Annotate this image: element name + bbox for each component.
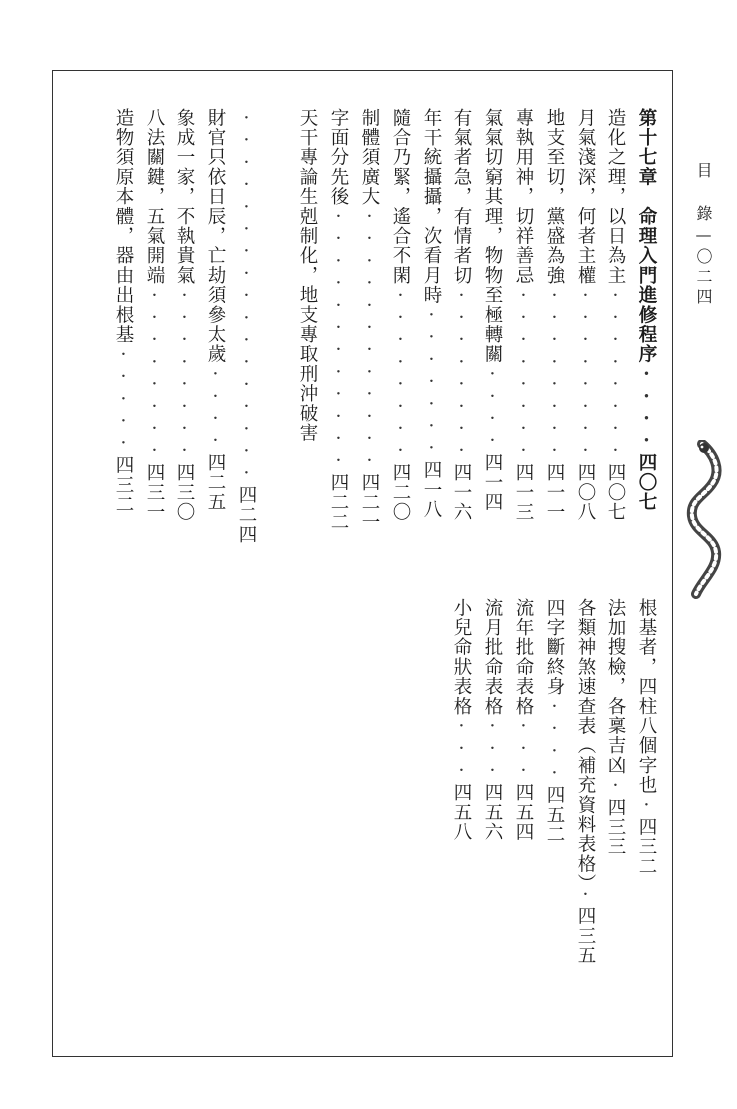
toc-entry-title: 天干專論生剋制化，地支專取刑沖破害 — [297, 108, 318, 443]
toc-entry — [197, 108, 233, 512]
toc-entry-page: 四二二 — [328, 472, 349, 533]
dot-leader: · — [636, 795, 657, 818]
toc-entry — [413, 108, 449, 520]
header-section: 目 錄 — [694, 162, 713, 225]
toc-entry-page: 四五二 — [544, 785, 565, 845]
toc-entry-page: 四五八 — [451, 782, 472, 842]
toc-entry-page: 四三〇 — [174, 462, 195, 523]
dot-leader: ··· — [451, 716, 472, 783]
dot-leader: · — [575, 884, 596, 907]
dot-leader: · — [605, 775, 626, 798]
toc-entry-title: 小兒命狀表格 — [451, 598, 472, 717]
toc-entry-page: 四五四 — [513, 782, 534, 842]
dot-leader: ············ — [359, 206, 380, 473]
toc-entry-page: 四一四 — [482, 452, 503, 513]
toc-entry-page: 四〇八 — [575, 462, 596, 523]
toc-entry-page: 四三一 — [144, 462, 165, 523]
toc-entry-page: 四三五 — [575, 906, 596, 966]
dot-leader: ········ — [144, 285, 165, 463]
dot-leader: ················· — [236, 108, 257, 486]
toc-entry-page: 四〇七 — [605, 462, 626, 523]
dot-leader: ···· — [544, 696, 565, 786]
toc-entry-title: 八法關鍵，五氣開端 — [144, 108, 165, 286]
toc-entry — [105, 108, 141, 515]
toc-entry-page: 四二〇 — [390, 462, 411, 523]
toc-entry-title: 流年批命表格 — [513, 598, 534, 717]
dot-leader: ··· — [482, 716, 503, 783]
toc-entry-title: 法加搜檢，各稟吉凶 — [605, 598, 626, 776]
toc-entry-title: 制體須廣大 — [359, 108, 380, 207]
toc-entry-title: 月氣淺深，何者主權 — [575, 108, 596, 286]
toc-entry-title: 專執用神，切祥善忌 — [513, 108, 534, 286]
dot-leader: ···· — [636, 364, 657, 453]
toc-entry-title: 四字斷終身 — [544, 598, 565, 697]
dragon-ornament — [678, 440, 728, 600]
dot-leader: ···· — [205, 364, 226, 453]
toc-entry — [567, 108, 603, 522]
toc-entry-page: 四一六 — [451, 462, 472, 523]
toc-entry — [536, 108, 572, 522]
dot-leader: ········ — [390, 285, 411, 463]
toc-entry-title: 有氣者急，有情者切 — [451, 108, 472, 286]
dot-leader: ··· — [513, 716, 534, 783]
toc-entry — [536, 598, 572, 844]
toc-entry-title: 年干統攝攝，次看月時 — [421, 108, 442, 305]
toc-entry-page: 四二四 — [236, 485, 257, 545]
running-header — [688, 162, 718, 308]
toc-entry — [628, 598, 664, 876]
toc-entry-page: 四一三 — [513, 462, 534, 523]
dot-leader: ····· — [113, 344, 134, 456]
toc-entry-page: 四一一 — [544, 462, 565, 523]
toc-entry — [351, 108, 387, 532]
toc-entry-title: 氣氣切窮其理，物物至極轉關 — [482, 108, 503, 365]
header-page-number: 〇二四 — [694, 248, 713, 308]
toc-entry — [505, 108, 541, 522]
toc-entry-title: 地支至切，黨盛為強 — [544, 108, 565, 286]
dot-leader: ······· — [421, 305, 442, 461]
toc-entry-title: 造物須原本體，器由出根基 — [113, 108, 134, 345]
dot-leader: ········ — [605, 285, 626, 463]
toc-entry-page: 四三二 — [113, 455, 134, 515]
toc-entry-title: 字面分先後 — [328, 108, 349, 207]
dot-leader: ············ — [328, 206, 349, 473]
dot-leader: ········ — [544, 285, 565, 463]
toc-entry-title: 象成一家，不執貴氣 — [174, 108, 195, 286]
dot-leader: ········ — [174, 285, 195, 463]
toc-entry-page: 四三二 — [636, 817, 657, 877]
toc-entry-continued — [228, 108, 264, 545]
toc-entry — [289, 108, 325, 443]
toc-entry — [136, 108, 172, 522]
toc-entry-page: 四一八 — [421, 460, 442, 520]
toc-entry — [443, 598, 479, 842]
dot-leader: ········ — [513, 285, 534, 463]
header-rule: — — [694, 225, 713, 248]
toc-entry-title: 造化之理，以日為主 — [605, 108, 626, 286]
toc-entry — [474, 108, 510, 512]
toc-entry-title: 流月批命表格 — [482, 598, 503, 717]
toc-entry-page: 四五六 — [482, 782, 503, 842]
toc-entry-page: 四三三 — [605, 797, 626, 857]
dot-leader: ········ — [575, 285, 596, 463]
toc-entry — [382, 108, 418, 522]
toc-entry-title: 財官只依日辰，亡劫須參太歲 — [205, 108, 226, 365]
toc-entry-title: 根基者，四柱八個字也 — [636, 598, 657, 795]
toc-entry-page: 四二五 — [205, 452, 226, 513]
toc-entry — [628, 108, 664, 512]
toc-entry — [320, 108, 356, 532]
toc-entry-page: 四〇七 — [636, 452, 657, 513]
dot-leader: ···· — [482, 364, 503, 453]
toc-entry-title: 第十七章 命理入門進修程序 — [636, 108, 657, 365]
toc-entry — [474, 598, 510, 842]
toc-entry — [505, 598, 541, 842]
dot-leader: ········ — [451, 285, 472, 463]
toc-entry — [567, 598, 603, 966]
toc-entry-title: 隨合乃緊，遙合不閑 — [390, 108, 411, 286]
toc-entry-page: 四二一 — [359, 472, 380, 533]
toc-entry-title: 各類神煞速查表（補充資料表格） — [575, 598, 596, 885]
